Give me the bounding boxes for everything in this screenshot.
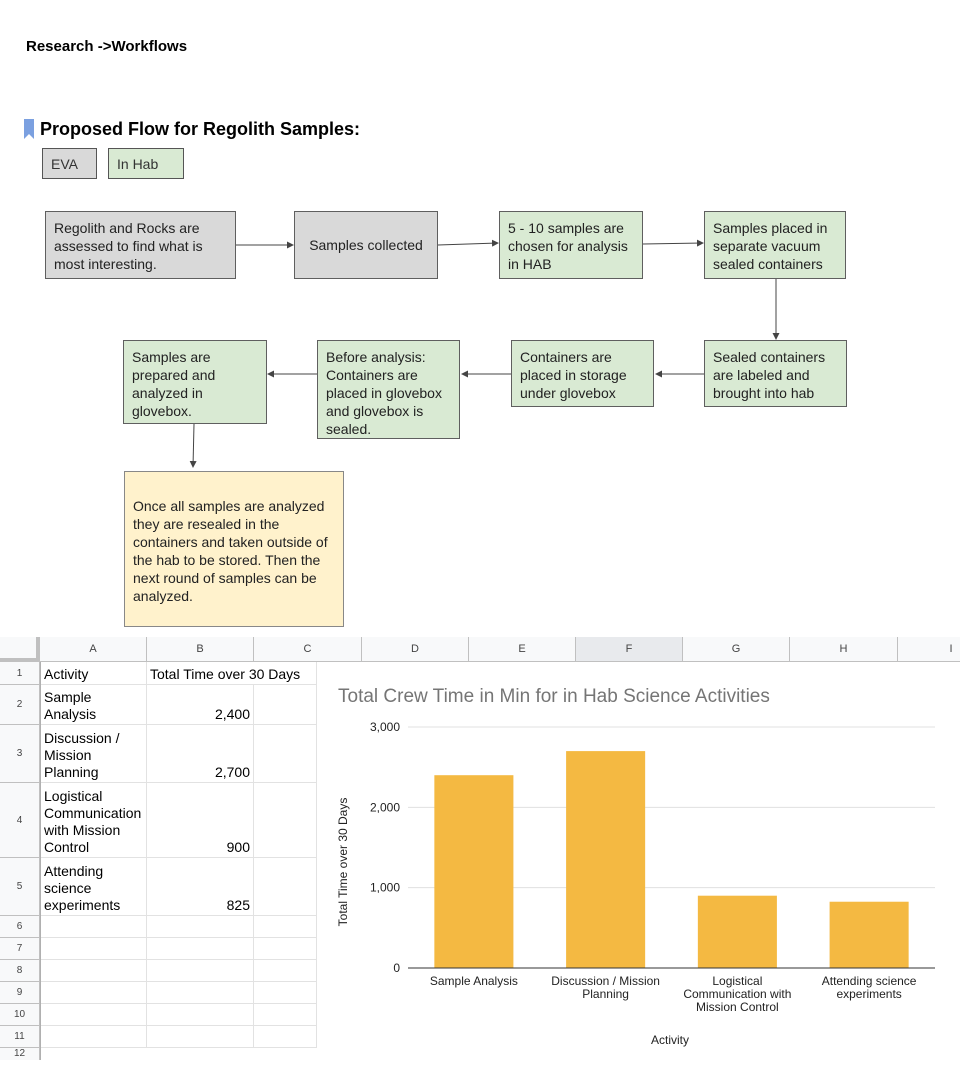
chart-x-tick-labels xyxy=(430,974,917,1014)
cell-b5[interactable]: 825 xyxy=(147,858,254,916)
row-header-4[interactable]: 4 xyxy=(0,783,40,858)
cell-a2[interactable]: Sample Analysis xyxy=(41,685,147,725)
cell-b10[interactable] xyxy=(147,1004,254,1026)
cell-b11[interactable] xyxy=(147,1026,254,1048)
arrow-collect-choose xyxy=(438,243,498,245)
node-storage: Containers are placed in storage under glovebox xyxy=(511,340,654,407)
column-header-h[interactable]: H xyxy=(790,637,898,662)
cell-b3[interactable]: 2,700 xyxy=(147,725,254,783)
cell-a5[interactable]: Attending science experiments xyxy=(41,858,147,916)
row-header-2[interactable]: 2 xyxy=(0,685,40,725)
cell-b8[interactable] xyxy=(147,960,254,982)
cell-a1[interactable]: Activity xyxy=(41,662,147,685)
cell-c5[interactable] xyxy=(254,858,317,916)
column-header-g[interactable]: G xyxy=(683,637,790,662)
cell-b9[interactable] xyxy=(147,982,254,1004)
node-choose: 5 - 10 samples are chosen for analysis in HAB xyxy=(499,211,643,279)
chart-y-tick-label: 2,000 xyxy=(369,800,400,815)
row-header-7[interactable]: 7 xyxy=(0,938,40,960)
column-header-d[interactable]: D xyxy=(362,637,469,662)
cell-c9[interactable] xyxy=(254,982,317,1004)
cell-a11[interactable] xyxy=(41,1026,147,1048)
column-header-a[interactable]: A xyxy=(40,637,147,662)
heading-text: Proposed Flow for Regolith Samples: xyxy=(40,118,361,139)
chart-bar xyxy=(830,902,909,968)
chart-x-tick-label: Discussion / Mission Planning xyxy=(551,974,660,1001)
chart-x-tick-label: Logistical Communication with Mission Control xyxy=(683,974,792,1014)
cell-c10[interactable] xyxy=(254,1004,317,1026)
chart-bars xyxy=(434,751,908,968)
embedded-chart[interactable] xyxy=(317,664,960,1060)
cell-c4[interactable] xyxy=(254,783,317,858)
column-header-c[interactable]: C xyxy=(254,637,362,662)
chart-y-axis-label: Total Time over 30 Days xyxy=(336,797,350,927)
chart-title: Total Crew Time in Min for in Hab Science Activities xyxy=(338,686,770,707)
legend-eva: EVA xyxy=(42,148,97,179)
cell-a3[interactable]: Discussion / Mission Planning xyxy=(41,725,147,783)
cell-c7[interactable] xyxy=(254,938,317,960)
chart-y-tick-labels xyxy=(370,720,400,975)
cell-a10[interactable] xyxy=(41,1004,147,1026)
arrow-choose-vacuum xyxy=(643,243,703,244)
cell-a7[interactable] xyxy=(41,938,147,960)
node-reseal: Once all samples are analyzed they are resealed in the containers and taken outside of the hab to be stored. Then the next round of samples can be analyzed. xyxy=(124,471,344,627)
row-header-6[interactable]: 6 xyxy=(0,916,40,938)
bar-chart xyxy=(317,664,960,1060)
cell-b6[interactable] xyxy=(147,916,254,938)
node-glovebox: Before analysis: Containers are placed in glovebox and glovebox is sealed. xyxy=(317,340,460,439)
node-label: Sealed containers are labeled and brought into hab xyxy=(704,340,847,407)
breadcrumb[interactable]: Research ->Workflows xyxy=(26,38,188,55)
select-all-corner[interactable] xyxy=(0,637,40,662)
node-vacuum: Samples placed in separate vacuum sealed containers xyxy=(704,211,846,279)
row-header-12[interactable]: 12 xyxy=(0,1048,40,1060)
node-assess: Regolith and Rocks are assessed to find what is most interesting. xyxy=(45,211,236,279)
column-header-f[interactable]: F xyxy=(576,637,683,662)
chart-y-tick-label: 0 xyxy=(393,961,400,975)
cell-c2[interactable] xyxy=(254,685,317,725)
cell-c6[interactable] xyxy=(254,916,317,938)
row-header-10[interactable]: 10 xyxy=(0,1004,40,1026)
chart-x-tick-label: Attending science experiments xyxy=(821,974,917,1001)
chart-bar xyxy=(434,775,513,968)
chart-bar xyxy=(566,751,645,968)
cell-b1[interactable]: Total Time over 30 Days xyxy=(147,662,317,685)
cell-c8[interactable] xyxy=(254,960,317,982)
row-header-3[interactable]: 3 xyxy=(0,725,40,783)
chart-bar xyxy=(698,896,777,968)
row-header-5[interactable]: 5 xyxy=(0,858,40,916)
legend-in-hab: In Hab xyxy=(108,148,184,179)
arrow-analyze-reseal xyxy=(193,424,194,467)
column-header-b[interactable]: B xyxy=(147,637,254,662)
cell-a8[interactable] xyxy=(41,960,147,982)
row-header-1[interactable]: 1 xyxy=(0,662,40,685)
node-collect: Samples collected xyxy=(294,211,438,279)
cell-a6[interactable] xyxy=(41,916,147,938)
chart-x-tick-label: Sample Analysis xyxy=(429,974,518,988)
cell-b7[interactable] xyxy=(147,938,254,960)
cell-a4[interactable]: Logistical Communication with Mission Control xyxy=(41,783,147,858)
row-header-9[interactable]: 9 xyxy=(0,982,40,1004)
node-analyze: Samples are prepared and analyzed in glovebox. xyxy=(123,340,267,424)
chart-y-tick-label: 1,000 xyxy=(369,880,400,895)
chart-x-axis-label: Activity xyxy=(650,1033,690,1047)
row-header-8[interactable]: 8 xyxy=(0,960,40,982)
row-header-11[interactable]: 11 xyxy=(0,1026,40,1048)
cell-c3[interactable] xyxy=(254,725,317,783)
column-header-i[interactable]: I xyxy=(898,637,960,662)
cell-c11[interactable] xyxy=(254,1026,317,1048)
cell-b4[interactable]: 900 xyxy=(147,783,254,858)
column-header-e[interactable]: E xyxy=(469,637,576,662)
cell-a9[interactable] xyxy=(41,982,147,1004)
cell-b2[interactable]: 2,400 xyxy=(147,685,254,725)
chart-y-tick-label: 3,000 xyxy=(369,720,400,734)
